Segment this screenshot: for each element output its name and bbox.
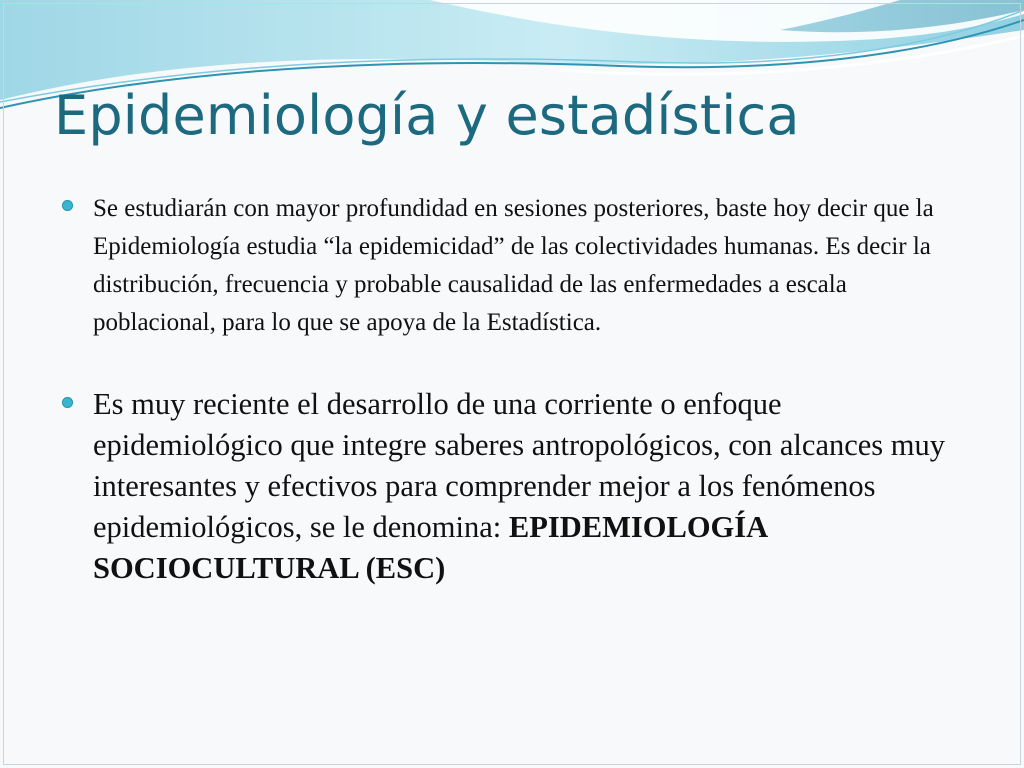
bullet-dot-icon [62, 397, 73, 408]
bullet-text: Es muy reciente el desarrollo de una corriente o enfoque epidemiológico que integre saberes antropológicos, con alcances muy interesantes y efectivos para comprender mejor a los fenómenos epidemiológicos, se le denomina: [93, 387, 946, 544]
bullet-dot-icon [62, 200, 73, 211]
bullet-list [62, 190, 962, 589]
bullet-emphasis: EPIDEMIOLOGÍA SOCIOCULTURAL (ESC) [93, 510, 767, 585]
bullet-item [62, 384, 962, 589]
slide-title: Epidemiología y estadística [54, 84, 800, 147]
bullet-item [62, 190, 962, 342]
bullet-text: Se estudiarán con mayor profundidad en sesiones posteriores, baste hoy decir que la Epidemiología estudia “la epidemicidad” de las colectividades humanas. Es decir la distribución, frecuencia y probable causalidad de las enfermedades a escala poblacional, para lo que se apoya de la Estadística. [93, 195, 934, 336]
